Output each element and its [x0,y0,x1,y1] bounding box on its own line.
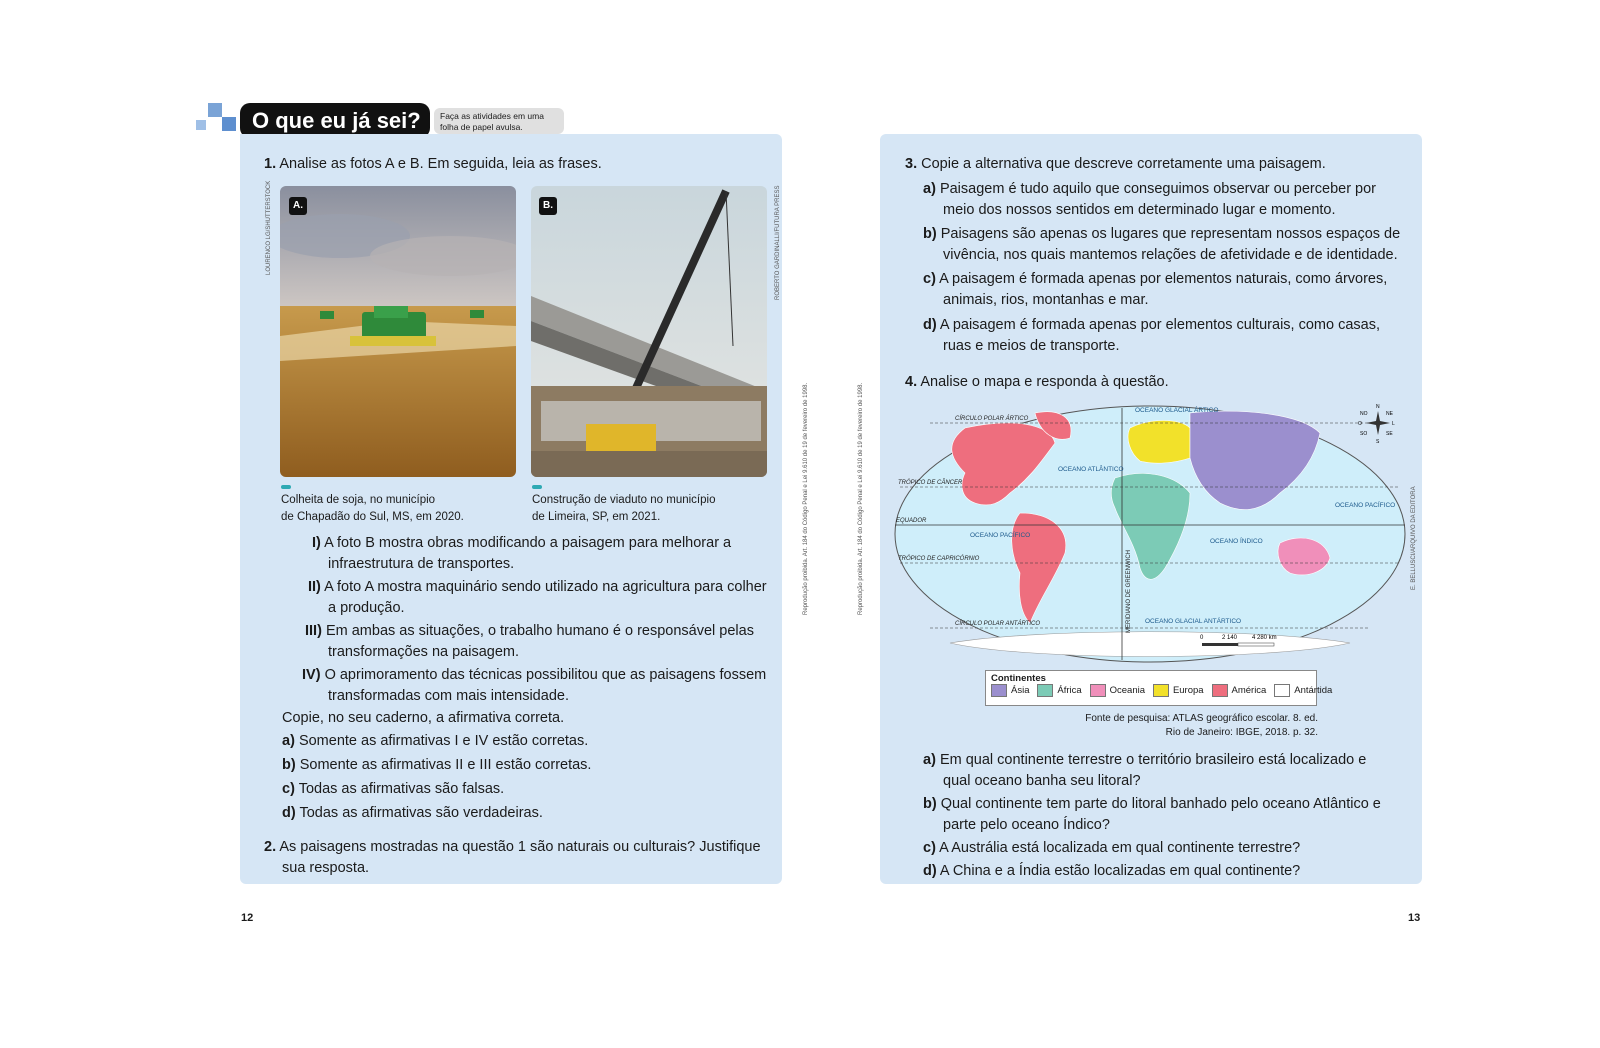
q4-question-b: b) Qual continente tem parte do litoral banhado pelo oceano Atlântico e parte pelo oceano Índico? [923,796,1381,833]
q3-option-b: b) Paisagens são apenas os lugares que representam nossos espaços de vivência, nos quais mantemos relações de afetividade e de identidade. [923,226,1401,263]
statement-2: II) A foto A mostra maquinário sendo utilizado na agricultura para colher a produção. [308,579,767,616]
caption-bar-a [281,485,291,489]
q3-option-d: d) A paisagem é formada apenas por elementos culturais, como casas, ruas e meios de transporte. [923,317,1380,354]
svg-text:NE: NE [1386,411,1393,417]
photo-b-badge: B. [539,197,557,215]
q4-question-c: c) A Austrália está localizada em qual continente terrestre? [923,840,1301,856]
label-capricorn: TRÓPICO DE CAPRICÓRNIO [898,556,980,562]
photo-b-credit: ROBERTO GARDINALLI/FUTURA PRESS [775,185,781,300]
question-3: 3. Copie a alternativa que descreve corretamente uma paisagem. [905,156,1326,172]
legend-america: América [1212,685,1267,696]
svg-text:SE: SE [1386,431,1393,437]
q4-question-a: a) Em qual continente terrestre o território brasileiro está localizado e qual oceano banha seu litoral? [923,752,1367,789]
q1-option-b: b) Somente as afirmativas II e III estão corretas. [282,757,592,773]
statement-3: III) Em ambas as situações, o trabalho humano é o responsável pelas transformações na paisagem. [305,623,754,660]
label-pacific-w: OCEANO PACÍFICO [970,532,1031,539]
q4-question-d: d) A China e a Índia estão localizadas em qual continente? [923,863,1301,879]
question-2: 2. As paisagens mostradas na questão 1 são naturais ou culturais? Justifique sua resposta. [264,839,761,876]
caption-a: Colheita de soja, no município de Chapadão do Sul, MS, em 2020. [281,494,464,523]
photo-a-credit: LOURENCO LG/SHUTTERSTOCK [266,180,272,275]
photo-b-image [531,186,767,477]
legend-europe: Europa [1153,685,1204,696]
question-4: 4. Analise o mapa e responda à questão. [905,374,1169,390]
legend-africa: África [1037,685,1081,696]
label-antarctic-circle: CÍRCULO POLAR ANTÁRTICO [955,621,1041,627]
caption-b: Construção de viaduto no município de Limeira, SP, em 2021. [532,494,716,523]
caption-bar-b [532,485,542,489]
label-equator: EQUADOR [896,518,927,524]
legend-oceania: Oceania [1090,685,1145,696]
label-atlantic: OCEANO ATLÂNTICO [1058,466,1124,473]
question-1-text: Analise as fotos A e B. Em seguida, leia as frases. [279,156,602,172]
label-cancer: TRÓPICO DE CÂNCER [898,480,963,486]
svg-text:NO: NO [1360,411,1368,417]
map-credit: E. BELLUSCI/ARQUIVO DA EDITORA [1411,486,1417,590]
page-number-right: 13 [1408,912,1421,924]
statement-4: IV) O aprimoramento das técnicas possibilitou que as paisagens fossem transformadas com mais intensidade. [302,667,767,704]
page-title: O que eu já sei? [240,103,430,138]
photo-a [280,186,516,477]
q3-option-a: a) Paisagem é tudo aquilo que conseguimos observar ou perceber por meio dos nossos sentidos em determinado lugar e momento. [923,181,1377,218]
header-note: Faça as atividades em uma folha de papel avulsa. [434,108,564,134]
label-indian: OCEANO ÍNDICO [1210,538,1263,545]
legal-note-left: Reprodução proibida. Art. 184 do Código Penal e Lei 9.610 de 19 de fevereiro de 1998. [803,382,809,615]
decor-square [222,117,236,131]
decor-square [208,103,222,117]
svg-text:SO: SO [1360,431,1368,437]
label-greenwich: MERIDIANO DE GREENWICH [1126,549,1132,633]
q3-option-c: c) A paisagem é formada apenas por elementos naturais, como árvores, animais, rios, montanhas e mar. [923,271,1388,308]
photo-b [531,186,767,477]
q1-option-c: c) Todas as afirmativas são falsas. [282,781,505,797]
photo-a-image [280,186,516,477]
svg-text:2 140: 2 140 [1222,635,1238,641]
map-source: Fonte de pesquisa: ATLAS geográfico escolar. 8. ed. Rio de Janeiro: IBGE, 2018. p. 32. [1085,713,1318,738]
q1-option-d: d) Todas as afirmativas são verdadeiras. [282,805,543,821]
compass-rose-icon [1358,404,1395,445]
svg-text:O: O [1358,421,1362,427]
label-arctic-circle: CÍRCULO POLAR ÁRTICO [955,416,1029,422]
decor-square [196,120,206,130]
legend-asia: Ásia [991,685,1029,696]
label-pacific-e: OCEANO PACÍFICO [1335,502,1396,509]
label-antarctic-ocean: OCEANO GLACIAL ANTÁRTICO [1145,618,1242,625]
legend-antarctica: Antártida [1274,685,1332,696]
svg-text:L: L [1392,421,1395,427]
world-map [890,403,1410,665]
svg-text:N: N [1376,404,1380,410]
page-number-left: 12 [241,912,254,924]
svg-text:S: S [1376,439,1380,445]
q1-option-a: a) Somente as afirmativas I e IV estão corretas. [282,733,589,749]
question-1: 1. Analise as fotos A e B. Em seguida, leia as frases. [264,156,602,172]
svg-text:0: 0 [1200,635,1204,641]
map-legend: Continentes Ásia África Oceania Europa América Antártida [985,670,1317,706]
svg-text:4 280 km: 4 280 km [1252,635,1277,641]
photo-a-badge: A. [289,197,307,215]
legal-note-right: Reprodução proibida. Art. 184 do Código Penal e Lei 9.610 de 19 de fevereiro de 1998. [858,382,864,615]
q1-instruction: Copie, no seu caderno, a afirmativa correta. [282,710,565,726]
label-artic-ocean: OCEANO GLACIAL ÁRTICO [1135,407,1219,414]
map-europe [1128,421,1190,464]
statement-1: I) A foto B mostra obras modificando a paisagem para melhorar a infraestrutura de transportes. [312,535,732,572]
